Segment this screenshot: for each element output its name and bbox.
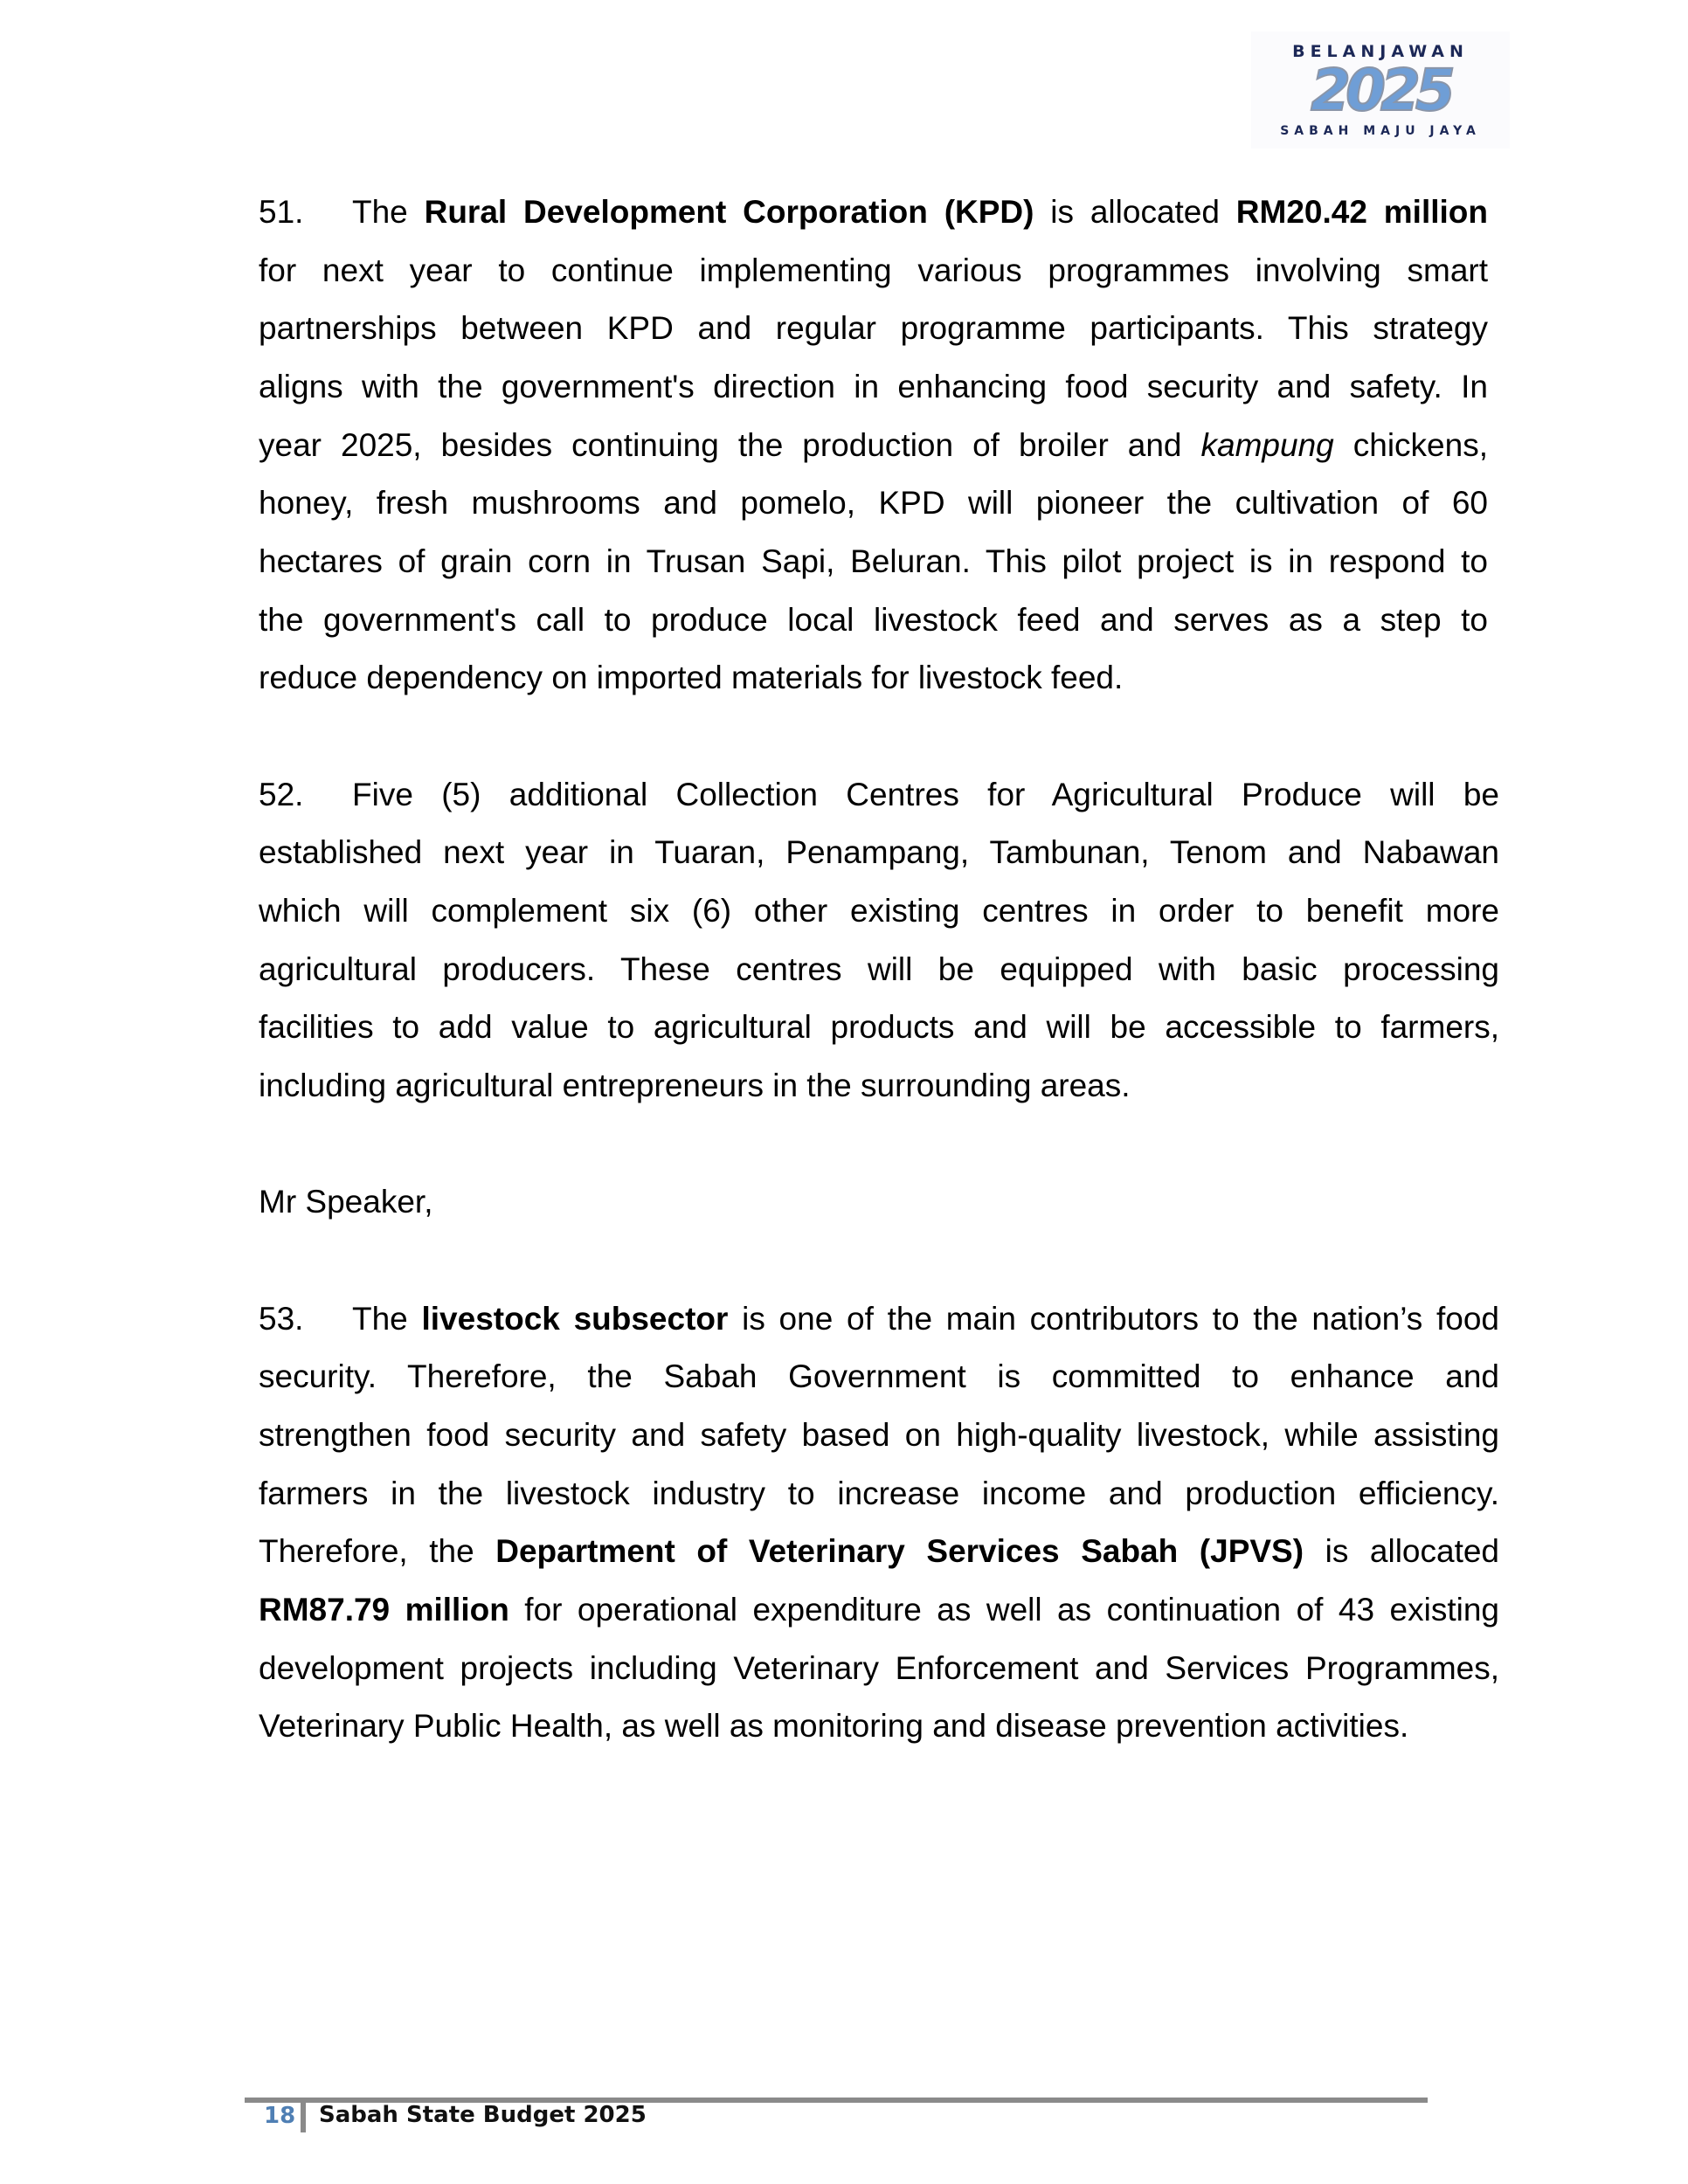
paragraph-line: reduce dependency on imported materials for livestock feed.: [259, 660, 1124, 695]
logo-tagline: SABAH MAJU JAYA: [1280, 124, 1481, 138]
paragraph-line: agricultural producers. These centres will be equipped with basic processing: [259, 951, 1499, 987]
paragraph-line: facilities to add value to agricultural products and will be accessible to farmers,: [259, 1009, 1499, 1045]
paragraph-line: 52. Five (5) additional Collection Centres for Agricultural Produce will be: [259, 777, 1499, 812]
paragraph-line: development projects including Veterinary Enforcement and Services Programmes,: [259, 1650, 1499, 1686]
paragraph-line: which will complement six (6) other existing centres in order to benefit more: [259, 893, 1499, 929]
logo-top-text: BELANJAWAN: [1292, 42, 1469, 61]
agency-name: Rural Development Corporation (KPD): [424, 194, 1034, 230]
paragraph-line: hectares of grain corn in Trusan Sapi, Beluran. This pilot project is in respond to: [259, 543, 1488, 579]
paragraph-line: strengthen food security and safety based on high-quality livestock, while assisting: [259, 1417, 1499, 1453]
budget-logo: [1251, 31, 1510, 149]
paragraph-line: 53. The livestock subsector is one of the main contributors to the nation’s food: [259, 1301, 1499, 1337]
logo-year: 2025: [1311, 57, 1450, 124]
paragraph-line: 51. The Rural Development Corporation (KPD) is allocated RM20.42 million: [259, 194, 1488, 230]
salutation: Mr Speaker,: [259, 1184, 433, 1220]
paragraph-number: 51.: [259, 194, 304, 230]
paragraph-line: farmers in the livestock industry to increase income and production efficiency.: [259, 1476, 1499, 1511]
paragraph-line: RM87.79 million for operational expenditure as well as continuation of 43 existing: [259, 1592, 1499, 1628]
footer-divider: [301, 2098, 306, 2132]
bold-term: livestock subsector: [421, 1301, 729, 1337]
italic-term: kampung: [1200, 427, 1334, 463]
paragraph-line: security. Therefore, the Sabah Government is committed to enhance and: [259, 1358, 1499, 1394]
paragraph-line: the government's call to produce local livestock feed and serves as a step to: [259, 602, 1488, 638]
paragraph-line: partnerships between KPD and regular programme participants. This strategy: [259, 310, 1488, 346]
paragraph-line: including agricultural entrepreneurs in the surrounding areas.: [259, 1068, 1131, 1103]
paragraph-line: established next year in Tuaran, Penampang, Tambunan, Tenom and Nabawan: [259, 834, 1499, 870]
allocation-amount: RM20.42 million: [1235, 194, 1488, 230]
allocation-amount: RM87.79 million: [259, 1592, 509, 1628]
page-number: 18: [264, 2103, 296, 2129]
paragraph-number: 52.: [259, 777, 304, 812]
paragraph-line: Veterinary Public Health, as well as monitoring and disease prevention activities.: [259, 1708, 1409, 1744]
paragraph-line: Therefore, the Department of Veterinary Services Sabah (JPVS) is allocated: [259, 1533, 1500, 1569]
paragraph-line: year 2025, besides continuing the production of broiler and kampung chickens,: [259, 427, 1488, 463]
agency-name: Department of Veterinary Services Sabah (JPVS): [495, 1533, 1304, 1569]
paragraph-number: 53.: [259, 1301, 304, 1337]
footer-title: Sabah State Budget 2025: [319, 2102, 647, 2128]
paragraph-line: honey, fresh mushrooms and pomelo, KPD will pioneer the cultivation of 60: [259, 485, 1488, 521]
paragraph-line: aligns with the government's direction in enhancing food security and safety. In: [259, 369, 1488, 404]
paragraph-line: for next year to continue implementing various programmes involving smart: [259, 252, 1488, 288]
